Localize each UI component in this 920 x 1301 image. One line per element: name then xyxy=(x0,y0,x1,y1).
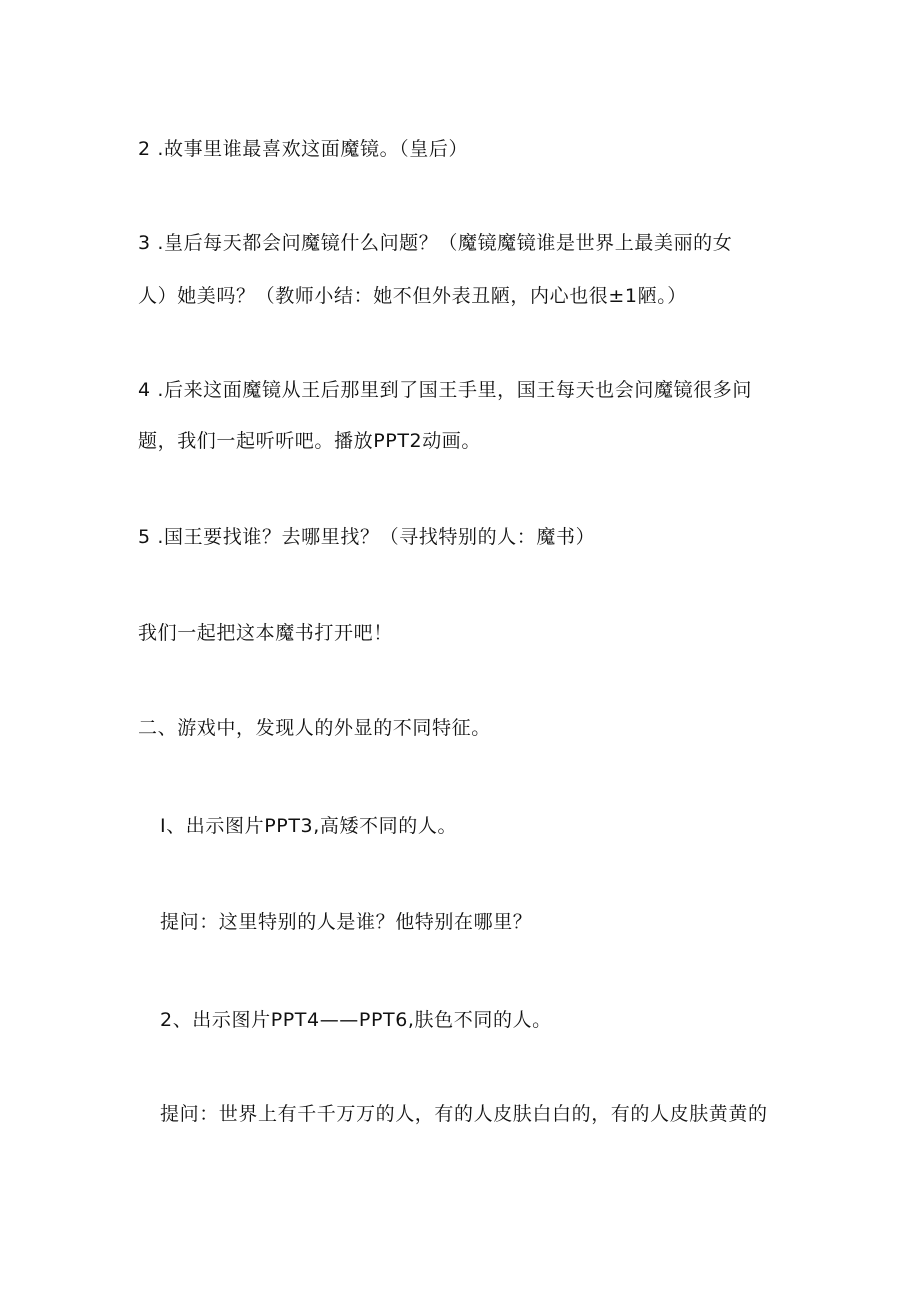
question-1: 提问：这里特别的人是谁？他特别在哪里？ xyxy=(160,911,533,933)
sub-item-1: I、出示图片PPT3,高矮不同的人。 xyxy=(160,815,458,837)
paragraph-item-3-line-2: 人）她美吗？（教师小结：她不但外表丑陋，内心也很±1陋。） xyxy=(138,285,687,307)
paragraph-open-book: 我们一起把这本魔书打开吧！ xyxy=(138,622,393,644)
section-heading-2: 二、游戏中，发现人的外显的不同特征。 xyxy=(138,717,491,739)
sub-item-2: 2、出示图片PPT4——PPT6,肤色不同的人。 xyxy=(160,1009,552,1031)
question-2: 提问：世界上有千千万万的人，有的人皮肤白白的，有的人皮肤黄黄的 xyxy=(160,1103,768,1125)
paragraph-item-2: 2 .故事里谁最喜欢这面魔镜。（皇后） xyxy=(138,138,469,160)
paragraph-item-4-line-2: 题，我们一起听听吧。播放PPT2动画。 xyxy=(138,430,482,452)
paragraph-item-4-line-1: 4 .后来这面魔镜从王后那里到了国王手里，国王每天也会问魔镜很多问 xyxy=(138,379,752,401)
paragraph-item-3-line-1: 3 .皇后每天都会问魔镜什么问题？（魔镜魔镜谁是世界上最美丽的女 xyxy=(138,232,733,254)
paragraph-item-5: 5 .国王要找谁？去哪里找？（寻找特别的人：魔书） xyxy=(138,526,596,548)
